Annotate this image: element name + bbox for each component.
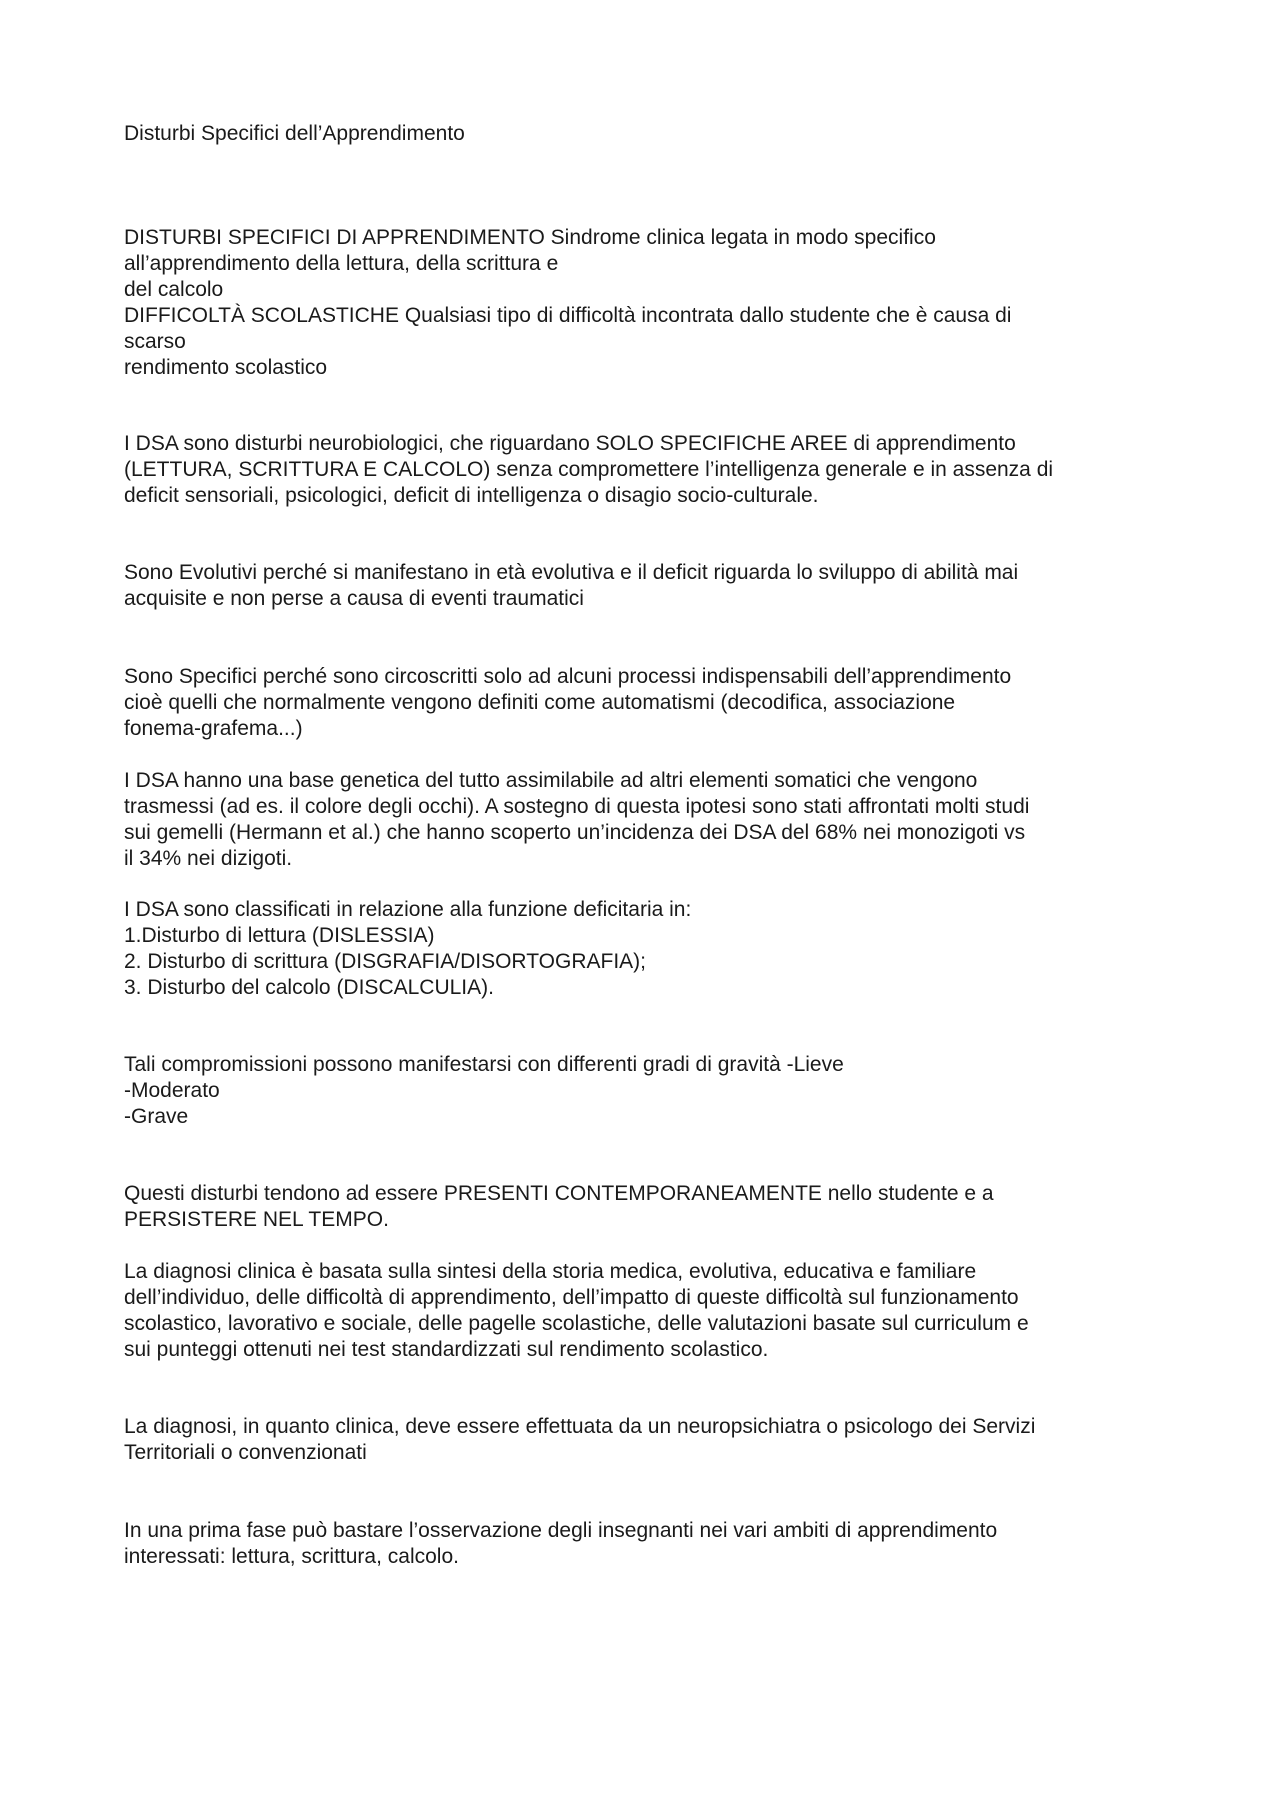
text-line: I DSA hanno una base genetica del tutto assimilabile ad altri elementi somatici che vengono xyxy=(124,769,978,792)
text-line: il 34% nei dizigoti. xyxy=(124,847,293,870)
list-item: 2. Disturbo di scrittura (DISGRAFIA/DISORTOGRAFIA); xyxy=(124,950,646,973)
paragraph-neurobiological xyxy=(124,431,1184,509)
paragraph-diagnosi-clinica xyxy=(124,1259,1184,1363)
text-line: I DSA sono disturbi neurobiologici, che riguardano SOLO SPECIFICHE AREE di apprendimento xyxy=(124,432,1016,455)
text-line: all’apprendimento della lettura, della scrittura e xyxy=(124,252,559,275)
text-line: PERSISTERE NEL TEMPO. xyxy=(124,1208,389,1231)
text-line: Territoriali o convenzionati xyxy=(124,1441,367,1464)
paragraph-evolutivi xyxy=(124,560,1184,612)
paragraph-gravita xyxy=(124,1052,1184,1130)
text-line: deficit sensoriali, psicologici, deficit di intelligenza o disagio socio-culturale. xyxy=(124,484,819,507)
text-line: La diagnosi clinica è basata sulla sintesi della storia medica, evolutiva, educativa e familiare xyxy=(124,1260,977,1283)
list-item: -Grave xyxy=(124,1105,189,1128)
text-line: rendimento scolastico xyxy=(124,356,328,379)
text-line: Sono Evolutivi perché si manifestano in età evolutiva e il deficit riguarda lo sviluppo di abilità mai xyxy=(124,561,1019,584)
text-line: acquisite e non perse a causa di eventi traumatici xyxy=(124,587,584,610)
text-line: La diagnosi, in quanto clinica, deve essere effettuata da un neuropsichiatra o psicologo dei Servizi xyxy=(124,1415,1036,1438)
text-line: Sono Specifici perché sono circoscritti solo ad alcuni processi indispensabili dell’apprendimento xyxy=(124,665,1012,688)
text-line: scarso xyxy=(124,330,186,353)
paragraph-genetica xyxy=(124,768,1184,872)
document-title xyxy=(124,121,1184,147)
paragraph-persistenza xyxy=(124,1181,1184,1233)
text-line: fonema-grafema...) xyxy=(124,717,303,740)
paragraph-osservazione xyxy=(124,1518,1184,1570)
text-line: del calcolo xyxy=(124,278,224,301)
text-line: (LETTURA, SCRITTURA E CALCOLO) senza compromettere l’intelligenza generale e in assenza di xyxy=(124,458,1054,481)
text-line: cioè quelli che normalmente vengono definiti come automatismi (decodifica, associazione xyxy=(124,691,956,714)
text-line: DISTURBI SPECIFICI DI APPRENDIMENTO Sindrome clinica legata in modo specifico xyxy=(124,226,936,249)
paragraph-definitions xyxy=(124,225,1184,381)
list-item: -Moderato xyxy=(124,1079,220,1102)
paragraph-specifici xyxy=(124,664,1184,742)
text-line: Tali compromissioni possono manifestarsi con differenti gradi di gravità -Lieve xyxy=(124,1053,844,1076)
list-item: 3. Disturbo del calcolo (DISCALCULIA). xyxy=(124,976,494,999)
text-line: sui gemelli (Hermann et al.) che hanno scoperto un’incidenza dei DSA del 68% nei monozigoti vs xyxy=(124,821,1026,844)
paragraph-classificazione xyxy=(124,897,1184,1001)
text-line: In una prima fase può bastare l’osservazione degli insegnanti nei vari ambiti di apprendimento xyxy=(124,1519,998,1542)
text-line: I DSA sono classificati in relazione alla funzione deficitaria in: xyxy=(124,898,692,921)
text-line: sui punteggi ottenuti nei test standardizzati sul rendimento scolastico. xyxy=(124,1338,769,1361)
text-line: dell’individuo, delle difficoltà di apprendimento, dell’impatto di queste difficoltà sul funzionamento xyxy=(124,1286,1019,1309)
text-line: Questi disturbi tendono ad essere PRESENTI CONTEMPORANEAMENTE nello studente e a xyxy=(124,1182,994,1205)
title-line: Disturbi Specifici dell’Apprendimento xyxy=(124,122,465,145)
list-item: 1.Disturbo di lettura (DISLESSIA) xyxy=(124,924,435,947)
text-line: trasmessi (ad es. il colore degli occhi). A sostegno di questa ipotesi sono stati affrontati molti studi xyxy=(124,795,1030,818)
text-line: interessati: lettura, scrittura, calcolo. xyxy=(124,1545,459,1568)
paragraph-diagnosi-servizi xyxy=(124,1414,1184,1466)
text-line: scolastico, lavorativo e sociale, delle pagelle scolastiche, delle valutazioni basate sul curriculum e xyxy=(124,1312,1029,1335)
text-line: DIFFICOLTÀ SCOLASTICHE Qualsiasi tipo di difficoltà incontrata dallo studente che è causa di xyxy=(124,304,1012,327)
